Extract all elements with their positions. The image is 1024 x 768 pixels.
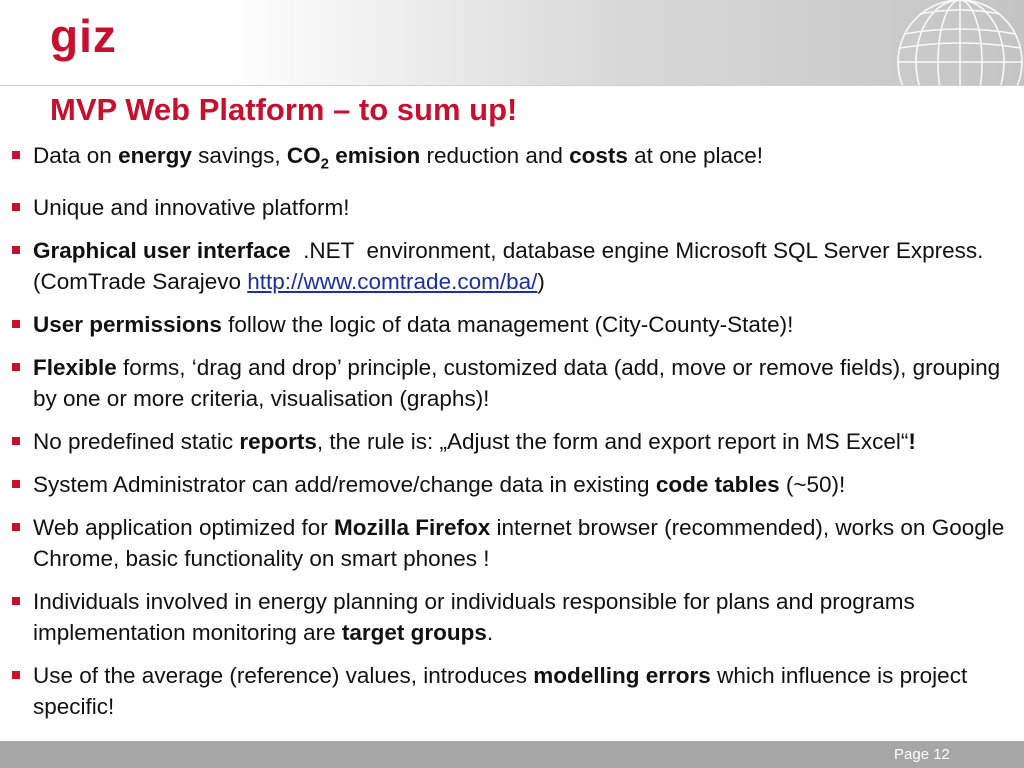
bullet-text: Web application optimized for [33, 514, 334, 540]
bullet-square-icon [12, 320, 20, 328]
bullet-item [0, 660, 1024, 722]
bullet-square-icon [12, 437, 20, 445]
bullet-item [0, 309, 1024, 340]
bullet-text: reduction and [420, 143, 570, 168]
bullet-bold: reports [239, 428, 317, 454]
bullet-text: , the rule is: „Adjust the form and export report in MS Excel“ [316, 428, 909, 454]
bullet-item [0, 586, 1024, 648]
bullet-text: forms, ‘drag and drop’ principle, customized data (add, move or remove fields), grouping by one or more criteria, visualisation (graphs)! [33, 354, 1001, 411]
globe-icon [890, 0, 1024, 86]
bullet-text: which influence is project specific! [33, 662, 968, 719]
bullet-text: (~50)! [779, 471, 846, 497]
bullet-item [0, 140, 1024, 180]
bullet-square-icon [12, 480, 20, 488]
bullet-bold: Flexible [33, 354, 117, 380]
bullet-text: ) [537, 268, 545, 294]
bullet-text: No predefined static [33, 428, 240, 454]
comtrade-link[interactable]: http://www.comtrade.com/ba/ [247, 268, 538, 294]
bullet-text: Unique and innovative platform! [33, 194, 350, 220]
bullet-square-icon [12, 151, 20, 159]
bullet-bold: Mozilla Firefox [334, 514, 491, 540]
bullet-item [0, 512, 1024, 574]
bullet-text: System Administrator can add/remove/change data in existing [33, 471, 656, 497]
bullet-bold: costs [569, 143, 628, 168]
bullet-square-icon [12, 246, 20, 254]
bullet-list [0, 140, 1024, 734]
bullet-item [0, 469, 1024, 500]
bullet-square-icon [12, 203, 20, 211]
bullet-text: Individuals involved in energy planning or individuals responsible for plans and programs implementation monitoring are [33, 588, 915, 645]
page-number: Page 12 [894, 746, 950, 763]
bullet-text: at one place! [627, 143, 764, 168]
bullet-bold: code tables [655, 471, 780, 497]
bullet-bold: ! [908, 428, 916, 454]
bullet-square-icon [12, 671, 20, 679]
bullet-item [0, 235, 1024, 297]
bullet-bold: User permissions [33, 311, 222, 337]
header-divider [0, 85, 1024, 86]
bullet-text: Data on [33, 143, 119, 168]
bullet-bold: Graphical user interface [33, 237, 291, 263]
bullet-item [0, 426, 1024, 457]
bullet-square-icon [12, 597, 20, 605]
slide-footer [0, 741, 1024, 768]
bullet-bold: target groups [341, 619, 487, 645]
bullet-bold: modelling errors [533, 662, 711, 688]
slide-title: MVP Web Platform – to sum up! [50, 92, 518, 127]
bullet-text: savings, [191, 143, 287, 168]
bullet-bold: CO [286, 143, 321, 168]
bullet-square-icon [12, 363, 20, 371]
bullet-bold: energy [118, 143, 192, 168]
bullet-item [0, 352, 1024, 414]
bullet-text: .NET environment, database engine Microsoft SQL Server Express. (ComTrade Sarajevo [33, 237, 990, 294]
bullet-text: . [486, 619, 494, 645]
slide-header [0, 0, 1024, 86]
bullet-square-icon [12, 523, 20, 531]
bullet-bold: emision [329, 143, 421, 168]
bullet-item [0, 192, 1024, 223]
bullet-subscript: 2 [320, 155, 329, 173]
giz-logo: giz [50, 10, 117, 62]
bullet-text: internet browser (recommended), works on Google Chrome, basic functionality on smart phones ! [33, 514, 1005, 571]
bullet-text: Use of the average (reference) values, introduces [33, 662, 534, 688]
bullet-text: follow the logic of data management (City-County-State)! [221, 311, 794, 337]
